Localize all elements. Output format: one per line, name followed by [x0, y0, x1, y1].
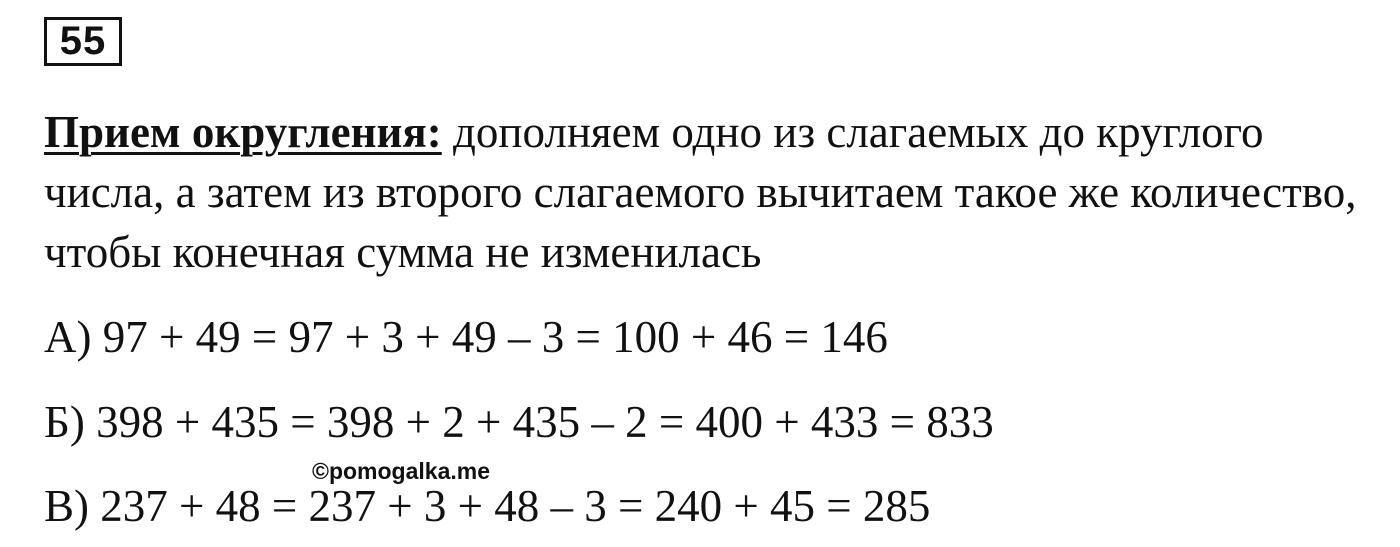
- example-a: [44, 311, 888, 363]
- example-v-expression: 237 + 48 = 237 + 3 + 48 – 3 = 240 + 45 = 285: [100, 481, 931, 531]
- rule-text: дополняем одно из слагаемых до круглого числа, а затем из второго слагаемого вычитаем такое же количество, чтобы конечная сумма не изменилась: [44, 107, 1357, 277]
- watermark: ©pomogalka.me: [312, 458, 490, 484]
- example-b-label: Б): [44, 397, 85, 447]
- example-v-label: В): [44, 481, 89, 531]
- example-a-label: А): [44, 312, 92, 362]
- example-b: [44, 396, 994, 448]
- example-a-expression: 97 + 49 = 97 + 3 + 49 – 3 = 100 + 46 = 146: [102, 312, 888, 362]
- task-number-box: 55: [44, 17, 122, 66]
- rule-title: Прием округления:: [44, 107, 442, 157]
- example-v: [44, 480, 930, 532]
- rule-paragraph: [44, 102, 1384, 282]
- example-b-expression: 398 + 435 = 398 + 2 + 435 – 2 = 400 + 433 = 833: [96, 397, 994, 447]
